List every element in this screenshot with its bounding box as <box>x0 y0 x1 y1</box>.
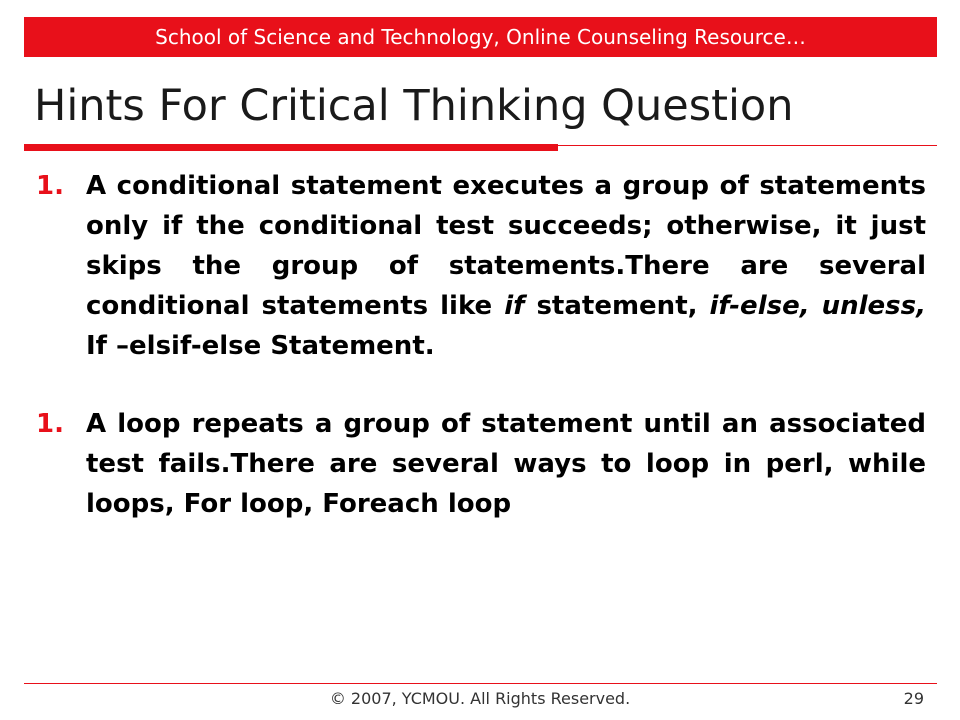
slide-title: Hints For Critical Thinking Question <box>34 81 794 131</box>
text-run: A conditional statement executes a group of statements only if the conditional test succeeds; otherwise, it just skips the group of statements.There are several conditional statements like <box>86 171 926 321</box>
text-run-italic: if <box>504 291 525 321</box>
header-text: School of Science and Technology, Online Counseling Resource… <box>155 25 806 49</box>
text-run: If –elsif-else Statement. <box>86 331 435 361</box>
list-number: 1. <box>36 171 64 201</box>
slide-body <box>36 166 926 524</box>
header-banner <box>24 17 937 57</box>
title-accent-bar <box>24 144 558 151</box>
text-run-italic: if-else, unless, <box>709 291 926 321</box>
text-run: statement, <box>524 291 710 321</box>
text-run: A loop repeats a group of statement until an associated test fails.There are several ways to loop in perl, while loops, For loop, Foreach loop <box>86 409 926 519</box>
list-item-loop <box>36 404 926 524</box>
page-number: 29 <box>903 689 924 708</box>
list-item-conditional <box>36 166 926 366</box>
list-item-text <box>86 404 926 524</box>
copyright-text: © 2007, YCMOU. All Rights Reserved. <box>329 689 631 708</box>
list-item-text <box>86 166 926 366</box>
list-number: 1. <box>36 409 64 439</box>
footer-divider <box>24 683 937 684</box>
